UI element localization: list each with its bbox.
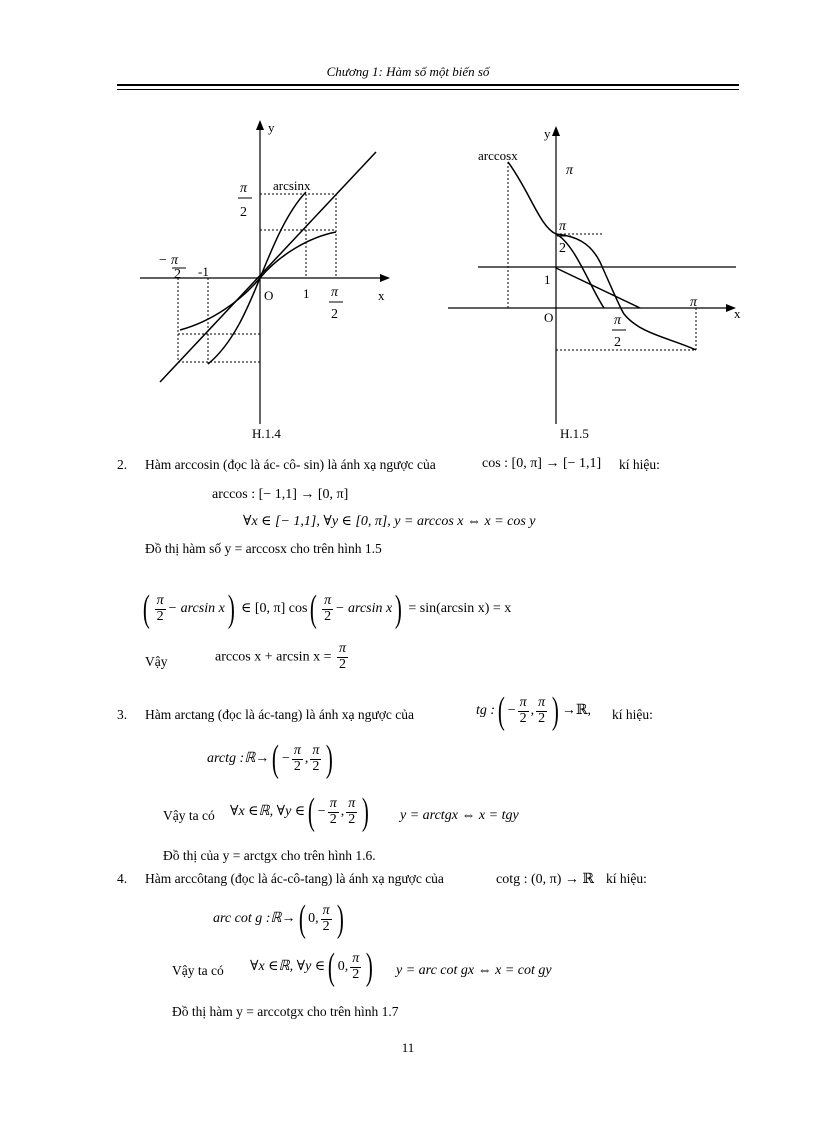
identity-two: 2 [338, 656, 346, 672]
section-4-graph-note: Đồ thị hàm y = arccotgx cho trên hình 1.7 [172, 1004, 399, 1019]
arccos-definition: arccos : [− 1,1] → [0, π] [212, 487, 349, 502]
tg-pi-2: π [538, 694, 546, 710]
arccotg-equivalence: y = arc cot gx ⇔ x = cot gy [396, 963, 552, 978]
arctg-two-2: 2 [312, 758, 320, 774]
header-rule-thick [117, 84, 739, 86]
fig14-two-x: 2 [331, 307, 338, 322]
arccos-forall: ∀x ∈ [− 1,1], ∀y ∈ [0, π], y = arccos x ⇔ x = cos y [243, 514, 536, 529]
fig14-arcsin-label: arcsinx [273, 178, 311, 193]
fig15-two-mid: 2 [559, 241, 566, 256]
vay-label: Vậy [145, 654, 168, 669]
proof-two-1: 2 [156, 608, 164, 624]
identity-text: arccos x + arcsin x = [215, 649, 332, 665]
tg-map: tg :( − $\frac{\pi}{2}$ , $\frac{\pi}{2}$ ) →ℝ, [476, 690, 591, 732]
section-4-number: 4. [117, 871, 128, 886]
fig15-two-x: 2 [614, 335, 621, 350]
tg-two-1: 2 [519, 710, 527, 726]
arctan-curve [180, 232, 336, 330]
section-4-vay-co: Vậy ta có [172, 963, 224, 978]
tg-label: tg : [476, 703, 496, 719]
arctg-pi-1: π [293, 742, 301, 758]
arccotg-lhs: arc cot g :ℝ→ [213, 911, 296, 927]
figure-1-5 [440, 112, 760, 442]
header-rule-thin [117, 89, 739, 90]
fig15-y-label: y [544, 126, 551, 141]
proof-c: − arcsin x [335, 601, 393, 617]
arccos-arcsin-identity [215, 642, 350, 672]
arccotg-forall-pi: π [352, 950, 360, 966]
arctg-comma: , [304, 751, 309, 767]
forall-minus: − [317, 804, 326, 820]
proof-two-2: 2 [324, 608, 332, 624]
fig15-x-label: x [734, 306, 741, 321]
fig14-two-top: 2 [240, 205, 247, 220]
section-2-graph-note: Đồ thị hàm số y = arccosx cho trên hình 1.5 [145, 541, 382, 556]
section-4-intro: Hàm arccôtang (đọc là ác-cô-tang) là ánh xạ ngược của [145, 871, 444, 886]
fig14-neg-pi: − π [158, 253, 178, 268]
fig14-caption: H.1.4 [252, 426, 281, 441]
fig15-caption: H.1.5 [560, 426, 589, 441]
arctg-lhs: arctg :ℝ→ [207, 751, 270, 767]
fig15-arccos-label: arccosx [478, 148, 518, 163]
proof-pi-1: π [156, 592, 164, 608]
tg-two-2: 2 [538, 710, 546, 726]
fig14-x-label: x [378, 288, 385, 303]
forall-comma: , [340, 804, 345, 820]
cotg-map: cotg : (0, π) → ℝ [496, 872, 595, 887]
section-3-intro: Hàm arctang (đọc là ác-tang) là ánh xạ ngược của [145, 707, 414, 722]
section-2-suffix: kí hiệu: [619, 457, 660, 472]
section-3-graph-note: Đồ thị của y = arctgx cho trên hình 1.6. [163, 848, 376, 863]
section-2-cos-map: cos : [0, π] → [− 1,1] [482, 456, 602, 471]
forall-pi-2: π [348, 795, 356, 811]
section-4-suffix: kí hiệu: [606, 871, 647, 886]
fig14-neg-two: 2 [174, 267, 181, 282]
tg-minus: − [507, 703, 516, 719]
fig14-y-label: y [268, 120, 275, 135]
tg-comma: , [530, 703, 535, 719]
page-number: 11 [401, 1040, 415, 1055]
section-3-vay-co: Vậy ta có [163, 808, 215, 823]
fig15-pi-mid: π [559, 219, 567, 234]
arctg-two-1: 2 [293, 758, 301, 774]
arctg-minus: − [281, 751, 290, 767]
fig14-pi-x: π [331, 285, 339, 300]
arccot-curve [556, 234, 696, 350]
arctg-definition: arctg :ℝ→( − $\frac{\pi}{2}$ , $\frac{\pi}{2}$ ) [207, 738, 334, 780]
y-axis-arrow-icon [256, 120, 264, 130]
arctg-forall-text: ∀x ∈ℝ, ∀y ∈ [230, 804, 306, 820]
arctg-equivalence: y = arctgx ⇔ x = tgy [400, 808, 519, 823]
fig15-pi-x: π [690, 295, 698, 310]
proof-line: ( $\frac{\pi}{2}$ − arcsin x) ∈ [0, π] cos( $\frac{\pi}{2}$ − arcsin x) = sin(arcsin x) = x [142, 588, 512, 630]
arccotg-definition: arc cot g :ℝ→( 0, $\frac{\pi}{2}$ ) [213, 898, 344, 940]
section-2-number: 2. [117, 457, 128, 472]
tg-maps-to-r: →ℝ, [561, 703, 591, 719]
fig14-one: 1 [303, 286, 310, 301]
arccotg-forall-zero: 0, [337, 959, 349, 975]
y-axis-arrow-icon [552, 126, 560, 136]
proof-a: − arcsin x [167, 601, 225, 617]
arccotg-two: 2 [322, 918, 330, 934]
fig15-one: 1 [544, 272, 551, 287]
fig15-origin-label: O [544, 310, 554, 325]
x-axis-arrow-icon [380, 274, 390, 282]
fig14-neg-one: -1 [198, 264, 209, 279]
arctg-pi-2: π [312, 742, 320, 758]
fig14-pi-top: π [240, 181, 248, 196]
tg-pi-1: π [519, 694, 527, 710]
fig15-pi-half: π [614, 313, 622, 328]
section-3-suffix: kí hiệu: [612, 707, 653, 722]
page-header: Chương 1: Hàm số một biến số [326, 64, 490, 79]
arccotg-forall: ∀x ∈ℝ, ∀y ∈( 0, $\frac{\pi}{2}$ ) [250, 946, 374, 988]
fig15-pi-top: π [566, 163, 574, 178]
arccotg-zero: 0, [308, 911, 319, 927]
line-y-equals-1-minus-x [556, 268, 640, 308]
identity-pi: π [338, 641, 346, 656]
forall-two-1: 2 [329, 811, 337, 827]
forall-two-2: 2 [348, 811, 356, 827]
section-2-intro: Hàm arccosin (đọc là ác- cô- sin) là ánh xạ ngược của [145, 457, 436, 472]
proof-b: ∈ [0, π] cos [240, 601, 308, 617]
arccotg-forall-two: 2 [352, 966, 360, 982]
forall-pi-1: π [329, 795, 337, 811]
figure-1-4 [140, 112, 400, 442]
fig14-origin-label: O [264, 288, 274, 303]
arccotg-forall-text: ∀x ∈ℝ, ∀y ∈ [250, 959, 326, 975]
proof-pi-2: π [324, 592, 332, 608]
arctg-forall: ∀x ∈ℝ, ∀y ∈( − $\frac{\pi}{2}$ , $\frac{\pi}{2}$ ) [230, 791, 370, 833]
section-3-number: 3. [117, 707, 128, 722]
arccotg-pi: π [322, 902, 330, 918]
line-y-equals-x [160, 152, 376, 382]
proof-d: = sin(arcsin x) = x [408, 601, 512, 617]
